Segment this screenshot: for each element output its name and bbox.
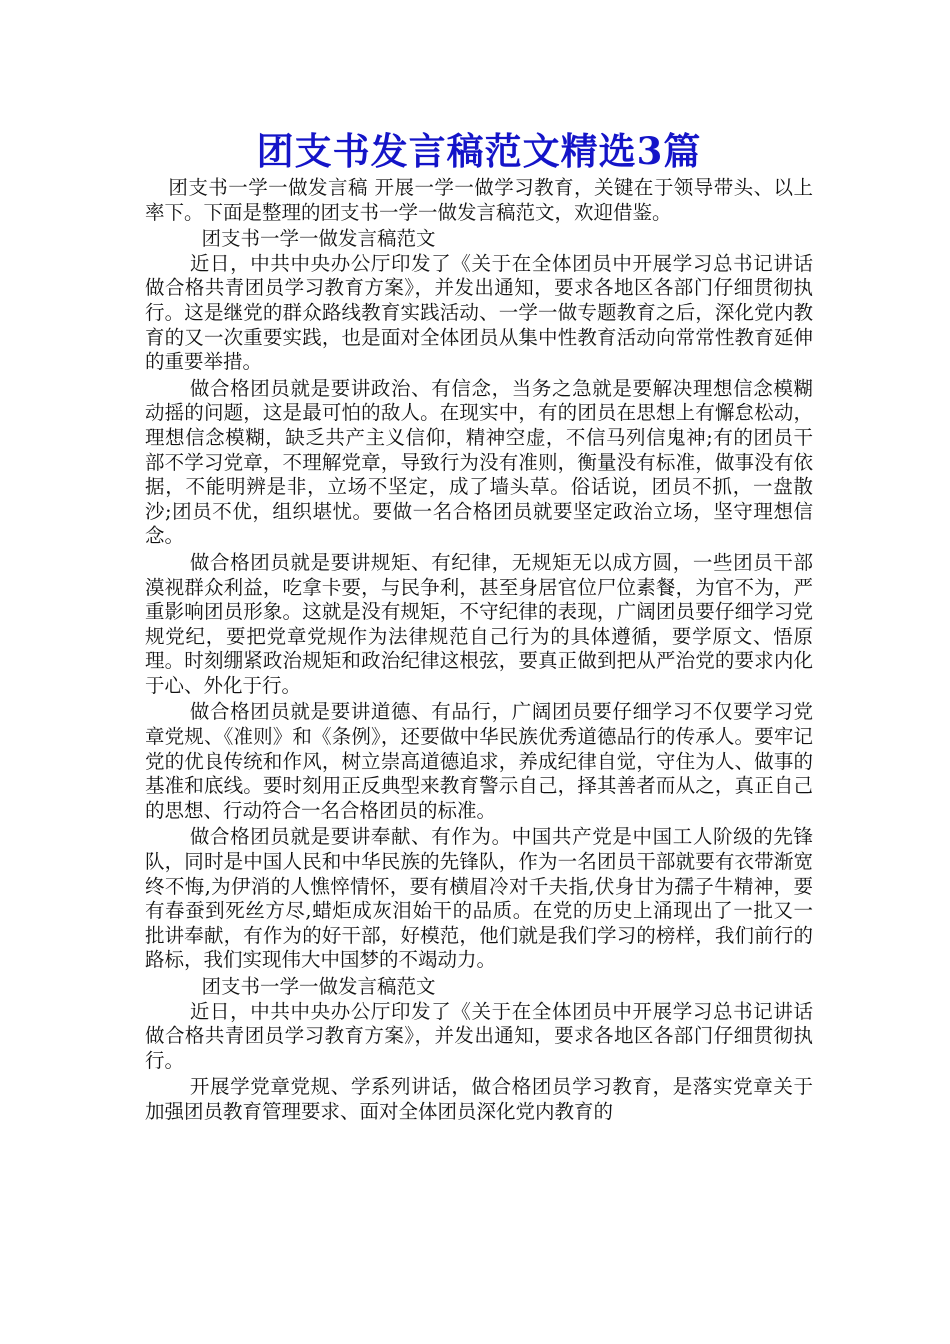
section-2: [145, 975, 813, 1125]
body-paragraph: 做合格团员就是要讲奉献、有作为。中国共产党是中国工人阶级的先锋队，同时是中国人民和中华民族的先锋队，作为一名团员干部就要有衣带渐宽终不悔,为伊消的人憔悴情怀，要有横眉冷对千夫指,伏身甘为孺子牛精神，要有春蚕到死丝方尽,蜡炬成灰泪始干的品质。在党的历史上涌现出了一批又一批讲奉献，有作为的好干部，好模范，他们就是我们学习的榜样，我们前行的路标，我们实现伟大中国梦的不竭动力。: [145, 825, 813, 972]
intro-paragraph: 团支书一学一做发言稿 开展一学一做学习教育，关键在于领导带头、以上率下。下面是整理的团支书一学一做发言稿范文，欢迎借鉴。: [145, 176, 813, 224]
section-heading: 团支书一学一做发言稿范文: [201, 975, 436, 998]
body-paragraph: 近日，中共中央办公厅印发了《关于在全体团员中开展学习总书记讲话 做合格共青团员学习教育方案》，并发出通知，要求各地区各部门仔细贯彻执行。这是继党的群众路线教育实践活动、一学一做专题教育之后，深化党内教育的又一次重要实践，也是面对全体团员从集中性教育活动向常常性教育延伸的重要举措。: [145, 251, 813, 374]
section-heading: 团支书一学一做发言稿范文: [201, 227, 436, 251]
document-title: 团支书发言稿范文精选3篇: [256, 129, 702, 173]
body-paragraph: 做合格团员就是要讲道德、有品行，广阔团员要仔细学习不仅要学习党章党规、《准则》和《条例》，还要做中华民族优秀道德品行的传承人。要牢记党的优良传统和作风，树立崇高道德追求，养成纪律自觉，守住为人、做事的基准和底线。要时刻用正反典型来教育警示自己，择其善者而从之，真正自己的思想、行动符合一名合格团员的标准。: [145, 700, 813, 822]
body-paragraph: 开展学党章党规、学系列讲话，做合格团员学习教育，是落实党章关于加强团员教育管理要求、面对全体团员深化党内教育的: [145, 1075, 813, 1123]
body-paragraph: 做合格团员就是要讲规矩、有纪律，无规矩无以成方圆，一些团员干部漠视群众利益，吃拿卡要，与民争利，甚至身居官位尸位素餐，为官不为，严重影响团员形象。这就是没有规矩，不守纪律的表现，广阔团员要仔细学习党规党纪，要把党章党规作为法律规范自己行为的具体遵循，要学原文、悟原理。时刻绷紧政治规矩和政治纪律这根弦，要真正做到把从严治党的要求内化于心、外化于行。: [145, 550, 813, 697]
document-page: [145, 128, 813, 1125]
body-paragraph: 近日，中共中央办公厅印发了《关于在全体团员中开展学习总书记讲话 做合格共青团员学习教育方案》，并发出通知，要求各地区各部门仔细贯彻执行。: [145, 999, 813, 1072]
section-1: [145, 227, 813, 973]
body-paragraph: 做合格团员就是要讲政治、有信念，当务之急就是要解决理想信念模糊动摇的问题，这是最可怕的敌人。在现实中，有的团员在思想上有懈怠松动，理想信念模糊，缺乏共产主义信仰，精神空虚，不信马列信鬼神;有的团员干部不学习党章，不理解党章，导致行为没有准则，衡量没有标准，做事没有依据，不能明辨是非，立场不坚定，成了墙头草。俗话说，团员不抓，一盘散沙;团员不优，组织堪忧。要做一名合格团员就要坚定政治立场，坚守理想信念。: [145, 376, 813, 548]
